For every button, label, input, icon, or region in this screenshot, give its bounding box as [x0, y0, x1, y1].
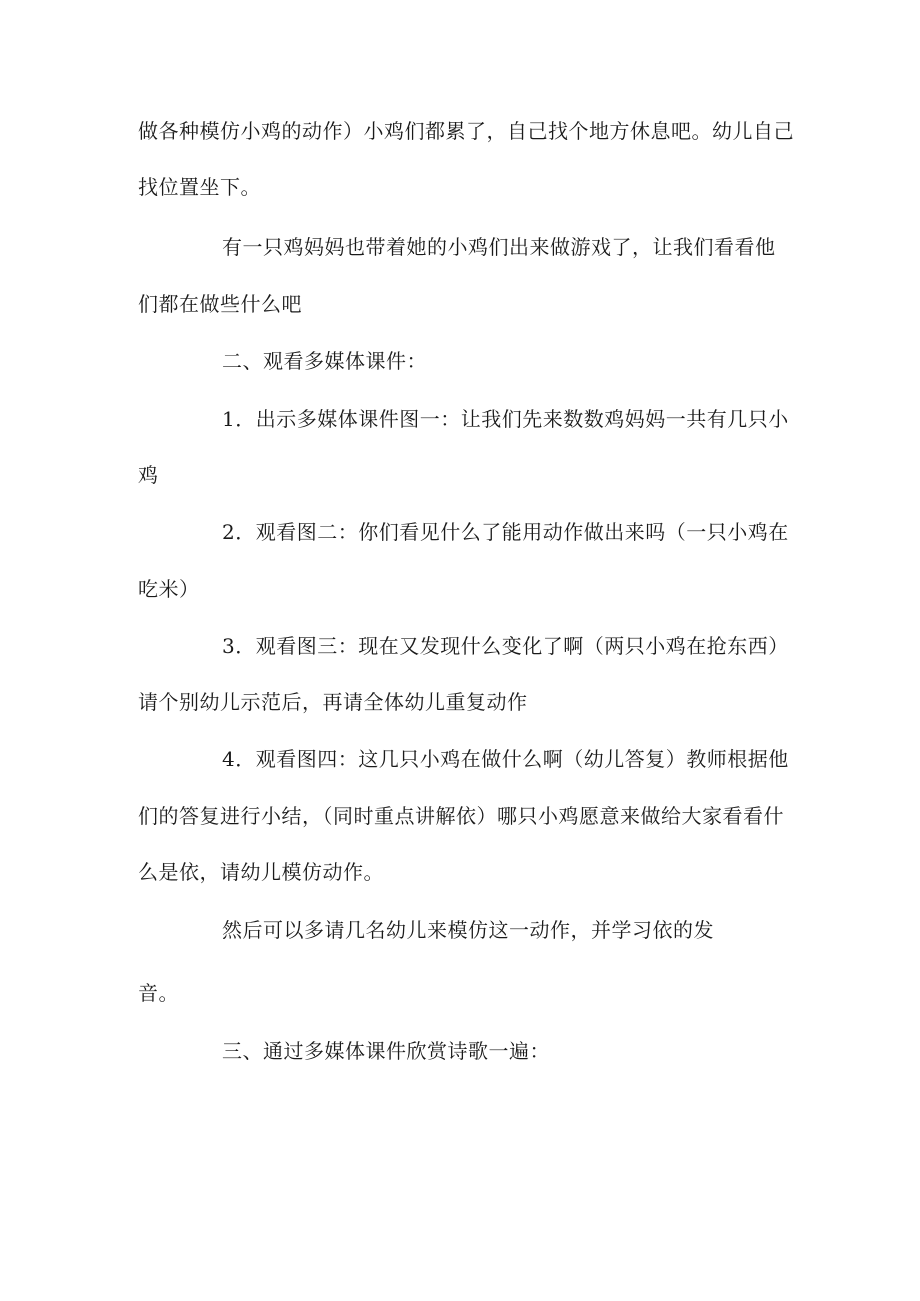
- list-item-1: 1．出示多媒体课件图一：让我们先来数数鸡妈妈一共有几只小: [222, 407, 789, 431]
- section-heading-3: 三、通过多媒体课件欣赏诗歌一遍：: [222, 1039, 550, 1063]
- list-item-4-cont-2: 么是依，请幼儿模仿动作。: [138, 860, 384, 884]
- list-item-1-cont: 鸡: [138, 463, 159, 487]
- list-item-3: 3．观看图三：现在又发现什么变化了啊（两只小鸡在抢东西）: [222, 634, 789, 658]
- list-item-2: 2．观看图二：你们看见什么了能用动作做出来吗（一只小鸡在: [222, 520, 789, 544]
- section-heading-2: 二、观看多媒体课件：: [222, 349, 427, 373]
- paragraph-line-3: 有一只鸡妈妈也带着她的小鸡们出来做游戏了，让我们看看他: [222, 235, 776, 259]
- list-item-2-cont: 吃米）: [138, 577, 200, 601]
- list-item-4-cont-1: 们的答复进行小结，（同时重点讲解依）哪只小鸡愿意来做给大家看看什: [138, 804, 784, 828]
- list-item-3-cont: 请个别幼儿示范后，再请全体幼儿重复动作: [138, 690, 528, 714]
- text-line-2: 找位置坐下。: [138, 175, 261, 199]
- text-line-4: 们都在做些什么吧: [138, 292, 302, 316]
- text-line-1: 做各种模仿小鸡的动作）小鸡们都累了，自己找个地方休息吧。幼儿自己: [138, 119, 794, 143]
- paragraph-line-15: 然后可以多请几名幼儿来模仿这一动作，并学习依的发: [222, 918, 714, 942]
- text-line-16: 音。: [138, 981, 179, 1005]
- list-item-4: 4．观看图四：这几只小鸡在做什么啊（幼儿答复）教师根据他: [222, 747, 789, 771]
